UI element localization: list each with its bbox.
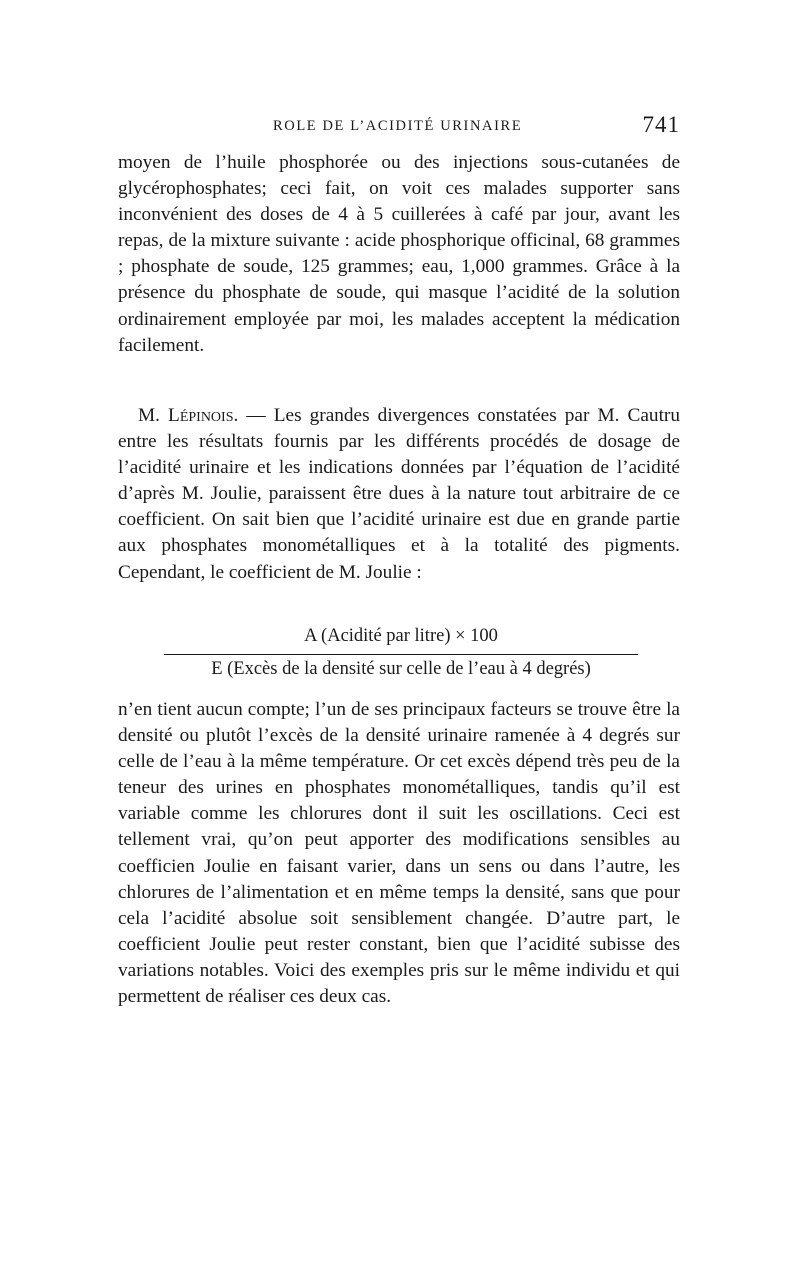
fraction-bar — [164, 654, 638, 655]
formula-denominator: E (Excès de la densité sur celle de l’eau à 4 degrés) — [211, 659, 591, 679]
paragraph-lepinois-text: — Les grandes divergences constatées par M. Cautru entre les résultats fournis par les différents procédés de dosage de l’acidité urinaire et les indications données par l’équation de l’acidité d’après M. Joulie, paraissent être dues à la nature tout arbitraire de ce coefficient. On sait bien que l’acidité urinaire est due en grande partie aux phosphates monométalliques et à la totalité des pigments. Cependant, le coefficient de M. Joulie : — [118, 405, 680, 583]
paragraph-discussion: n’en tient aucun compte; l’un de ses principaux facteurs se trouve être la densité ou plutôt l’excès de la densité urinaire ramenée à 4 degrés sur celle de l’eau à la même température. Or cet excès dépend très peu de la teneur des urines en phosphates monométalliques, tandis qu’il est variable comme les chlorures dont il suit les oscillations. Ceci est tellement vrai, qu’on peut apporter des modifications sensibles au coefficien Joulie en faisant varier, dans un sens ou dans l’autre, les chlorures de l’alimentation et en même temps la densité, sans que pour cela l’acidité absolue soit sensiblement changée. D’autre part, le coefficient Joulie peut rester constant, bien que l’acidité subisse des variations notables. Voici des exemples pris sur le même individu et qui permettent de réaliser ces deux cas. — [118, 699, 680, 1008]
speaker-name: M. Lépinois. — [138, 405, 239, 426]
running-title: ROLE DE L’ACIDITÉ URINAIRE — [273, 118, 523, 134]
page-header — [118, 112, 680, 142]
paragraph-lepinois — [118, 403, 680, 586]
formula-numerator: A (Acidité par litre) × 100 — [304, 626, 498, 646]
paragraph-continuation: moyen de l’huile phosphorée ou des injections sous-cutanées de glycérophosphates; ceci fait, on voit ces malades supporter sans inconvénient des doses de 4 à 5 cuillerées à café par jour, avant les repas, de la mixture suivante : acide phosphorique officinal, 68 grammes ; phosphate de soude, 125 grammes; eau, 1,000 grammes. Grâce à la présence du phosphate de soude, qui masque l’acidité de la solution ordinairement employée par moi, les malades acceptent la médication facilement. — [118, 152, 680, 356]
page-number: 741 — [642, 112, 680, 137]
joulie-coefficient-formula — [164, 620, 638, 682]
